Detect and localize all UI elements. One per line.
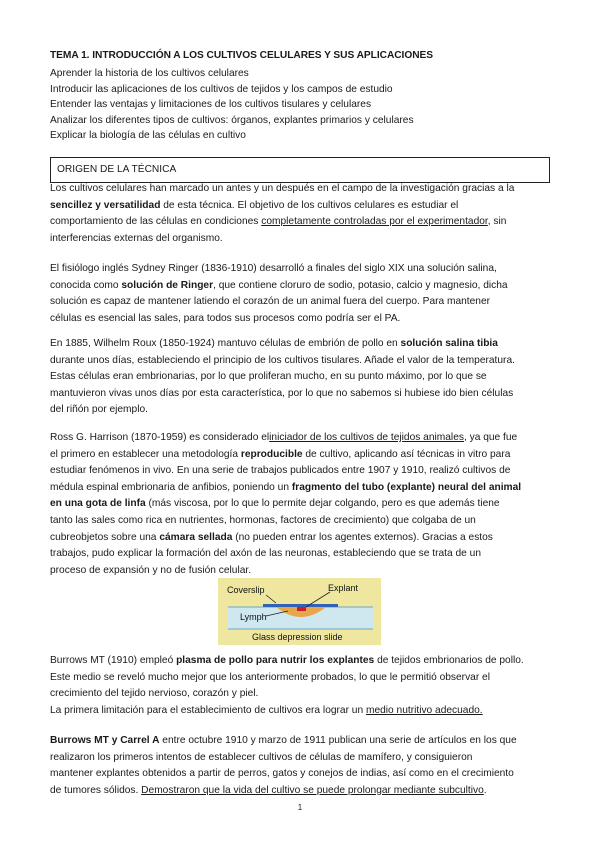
text-line bbox=[50, 278, 560, 295]
text-span: entre octubre 1910 y marzo de 1911 publican una serie de artículos en los que bbox=[159, 735, 517, 746]
bold-text: Burrows MT y Carrel A bbox=[50, 735, 160, 746]
text-line: estudiar fenómenos in vivo. En una serie de trabajos publicados entre 1907 y 1910, realizó cultivos de bbox=[50, 465, 511, 477]
text-span: de tumores sólidos. bbox=[50, 784, 142, 796]
text-span: (más viscosa, por lo que lo permite dejar colgando, pero es que además tiene bbox=[145, 498, 500, 510]
text-line: proceso de expansión y no de fusión celular. bbox=[50, 564, 252, 576]
text-span: . bbox=[483, 784, 487, 796]
text-line bbox=[50, 653, 560, 670]
underlined-text: Demostraron que la vida del cultivo se puede prolongar mediante subcultivo bbox=[141, 784, 484, 796]
objectives-list bbox=[50, 66, 560, 144]
text-span: En 1885, Wilhelm Roux (1850-1924) mantuvo células de embrión de pollo en bbox=[50, 338, 401, 349]
bold-text: cámara sellada bbox=[159, 531, 233, 543]
text-line bbox=[50, 480, 560, 497]
text-line: solución es capaz de mantener latiendo el corazón de un animal fuera del cuerpo. Para mantener bbox=[50, 296, 491, 308]
text-line: realizaron los primeros intentos de establecer cultivos de células de mamífero, y consiguieron bbox=[50, 751, 473, 763]
text-line: mantuvieron vivas unos días por esta característica, por lo que no sabemos si hubiese ido bien células bbox=[50, 387, 514, 399]
text-line: del riñón por ejemplo. bbox=[50, 404, 148, 416]
text-line bbox=[50, 496, 560, 513]
paragraph-harrison bbox=[50, 430, 560, 579]
coverslip-label: Coverslip bbox=[227, 585, 265, 595]
text-line: trabajos, pudo explicar la formación del axón de las neuronas, estableciendo que se trata de un bbox=[50, 548, 481, 560]
text-span: el primero en establecer una metodología bbox=[50, 448, 241, 460]
text-line: crecimiento del tejido nervioso, corazón y piel. bbox=[50, 688, 259, 700]
paragraph-roux bbox=[50, 336, 560, 419]
explant-tissue bbox=[297, 607, 306, 611]
text-span: de cultivo, aplicando así técnicas in vitro para bbox=[302, 448, 511, 460]
bold-text: solución salina tibia bbox=[400, 338, 498, 349]
text-span: La primera limitación para el establecimiento de cultivos era lograr un bbox=[50, 704, 366, 716]
text-line bbox=[50, 447, 560, 464]
text-span: , sin bbox=[487, 216, 507, 228]
text-line bbox=[50, 733, 560, 750]
paragraph-burrows bbox=[50, 653, 560, 719]
text-line: células es esencial las sales, para todos sus procesos como podría ser el PA. bbox=[50, 312, 401, 324]
text-line: interferencias externas del organismo. bbox=[50, 232, 223, 244]
text-line: El fisiólogo inglés Sydney Ringer (1836-1910) desarrolló a finales del siglo XIX una solución salina, bbox=[50, 263, 497, 274]
text-span: de tejidos embrionarios de pollo. bbox=[374, 655, 524, 666]
objective-item: Aprender la historia de los cultivos celulares bbox=[50, 68, 249, 79]
underlined-text: completamente controladas por el experimentador bbox=[261, 216, 488, 228]
text-span: cubreobjetos sobre una bbox=[50, 531, 160, 543]
text-span: Burrows MT (1910) empleó bbox=[50, 655, 177, 666]
text-line bbox=[50, 703, 560, 720]
text-line bbox=[50, 336, 560, 353]
section-heading: ORIGEN DE LA TÉCNICA bbox=[50, 157, 550, 183]
bold-text: reproducible bbox=[240, 448, 303, 460]
underlined-text: iniciador de los cultivos de tejidos animales bbox=[269, 432, 464, 443]
text-line: mantener explantes obtenidos a partir de perros, gatos y conejos de indias, así como en el crecimiento bbox=[50, 768, 514, 780]
objective-item: Analizar los diferentes tipos de cultivos: órganos, explantes primarios y celulares bbox=[50, 114, 414, 126]
text-span: , ya que fue bbox=[463, 432, 518, 443]
text-line bbox=[50, 530, 560, 547]
coverslip-bar bbox=[263, 604, 338, 607]
text-line: Este medio se reveló mucho mejor que los anteriormente probados, lo que le permitió observar el bbox=[50, 671, 490, 683]
text-line bbox=[50, 214, 560, 231]
text-span: de esta técnica. El objetivo de los cultivos celulares es estudiar el bbox=[160, 199, 459, 211]
bold-text: en una gota de linfa bbox=[50, 498, 146, 510]
page-number: 1 bbox=[297, 803, 303, 812]
text-line bbox=[50, 783, 560, 800]
explant-label: Explant bbox=[328, 583, 359, 593]
text-line: Los cultivos celulares han marcado un antes y un después en el campo de la investigación gracias a la bbox=[50, 183, 515, 194]
paragraph-intro bbox=[50, 181, 560, 247]
objective-item: Explicar la biología de las células en cultivo bbox=[50, 130, 246, 142]
lymph-label: Lymph bbox=[240, 612, 267, 622]
paragraph-ringer bbox=[50, 261, 560, 327]
text-span: conocida como bbox=[50, 279, 122, 291]
bold-text: solución de Ringer bbox=[121, 279, 214, 291]
page-title: TEMA 1. INTRODUCCIÓN A LOS CULTIVOS CELULARES Y SUS APLICACIONES bbox=[50, 50, 434, 61]
text-line bbox=[50, 198, 560, 215]
text-span: (no pueden entrar los agentes externos). Gracias a estos bbox=[232, 531, 493, 543]
slide-label: Glass depression slide bbox=[252, 632, 343, 642]
paragraph-burrows-carrel bbox=[50, 733, 560, 799]
bold-text: sencillez y versatilidad bbox=[50, 199, 161, 211]
text-span: , que contiene cloruro de sodio, potasio, calcio y magnesio, dicha bbox=[213, 279, 508, 291]
bold-text: fragmento del tubo (explante) neural del animal bbox=[291, 481, 522, 493]
text-span: médula espinal embrionaria de anfibios, poniendo un bbox=[50, 481, 292, 493]
text-line: tanto las sales como rica en nutrientes, hormonas, factores de crecimiento) que colgaba de un bbox=[50, 514, 476, 526]
objective-item: Introducir las aplicaciones de los cultivos de tejidos y los campos de estudio bbox=[50, 83, 393, 95]
objective-item: Entender las ventajas y limitaciones de los cultivos tisulares y celulares bbox=[50, 99, 372, 111]
text-span: comportamiento de las células en condiciones bbox=[50, 216, 262, 228]
bold-text: plasma de pollo para nutrir los explantes bbox=[176, 655, 375, 666]
text-line: durante unos días, estableciendo el principio de los cultivos tisulares. Añade el valor de la temperatura. bbox=[50, 354, 515, 366]
underlined-text: medio nutritivo adecuado. bbox=[365, 704, 483, 716]
text-line bbox=[50, 430, 560, 447]
text-line: Estas células eran embrionarias, por lo que proliferan mucho, en su punto máximo, por lo que se bbox=[50, 371, 487, 383]
hanging-drop-figure bbox=[218, 578, 381, 645]
text-span: Ross G. Harrison (1870-1959) es considerado el bbox=[50, 432, 270, 443]
